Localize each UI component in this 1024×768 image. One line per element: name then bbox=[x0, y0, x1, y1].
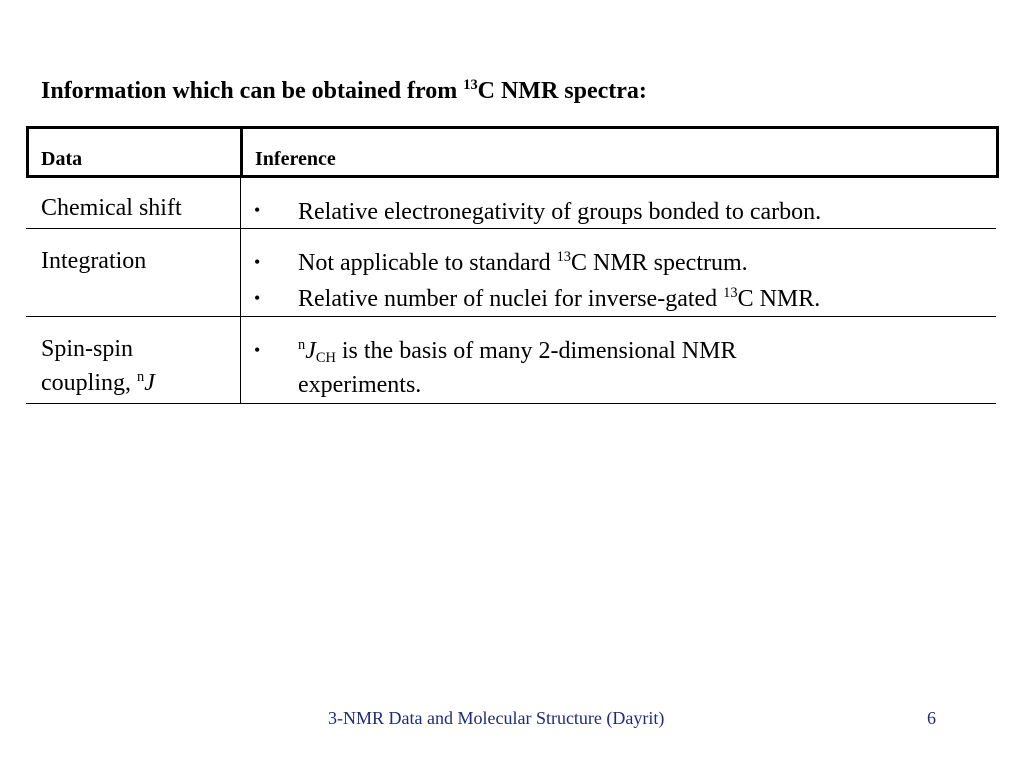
bullet-text: Relative electronegativity of groups bonded to carbon. bbox=[298, 199, 822, 225]
table-header bbox=[26, 126, 999, 178]
column-divider bbox=[240, 175, 241, 404]
row-chemical-shift-data: Chemical shift bbox=[41, 195, 182, 221]
header-divider bbox=[240, 129, 243, 175]
page-number: 6 bbox=[927, 708, 936, 728]
bullet-icon: • bbox=[254, 340, 261, 360]
row-integration-data: Integration bbox=[41, 248, 147, 274]
bullet-icon: • bbox=[254, 200, 261, 220]
slide-title: Information which can be obtained from $^{13}$C NMR spectra: bbox=[41, 77, 647, 104]
bullet-icon: • bbox=[254, 252, 261, 272]
header-data: Data bbox=[41, 148, 83, 170]
row-spin-coupling-data: Spin-spin coupling, $^n$J bbox=[41, 336, 155, 396]
title-superscript: 13 bbox=[463, 77, 478, 94]
row-divider bbox=[26, 316, 996, 317]
header-inference: Inference bbox=[255, 148, 336, 170]
footer-text: 3-NMR Data and Molecular Structure (Dayrit) bbox=[328, 708, 665, 728]
bullet-text: $^nJ_{CH}$ is the basis of many 2-dimensional NMR experiments. bbox=[298, 337, 737, 398]
bullet-text: Not applicable to standard $^{13}$C NMR spectrum. bbox=[298, 249, 748, 276]
row-divider bbox=[26, 403, 996, 404]
bullet-text: Relative number of nuclei for inverse-gated $^{13}$C NMR. bbox=[298, 285, 821, 312]
bullet-icon: • bbox=[254, 288, 261, 308]
